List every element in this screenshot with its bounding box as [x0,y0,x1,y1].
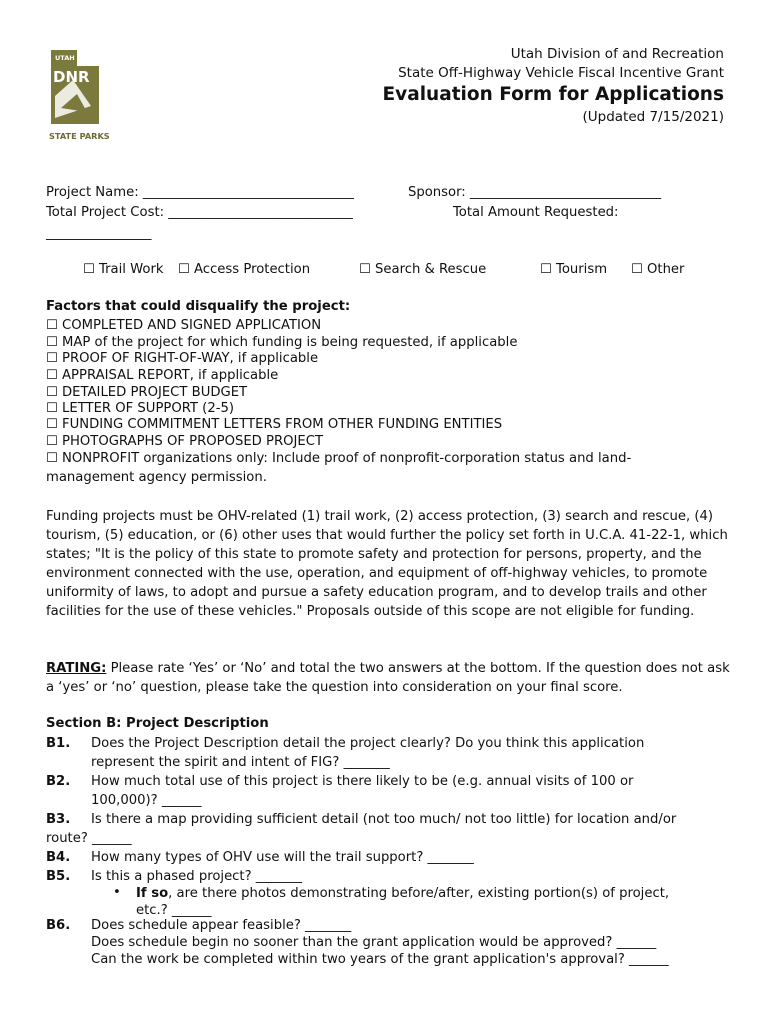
disqualify-item[interactable]: ☐ PROOF OF RIGHT-OF-WAY, if applicable [46,351,319,366]
section-b-heading: Section B: Project Description [46,716,269,731]
b1-question: Does the Project Description detail the project clearly? Do you think this application [91,736,645,751]
rating-label: RATING: [46,661,107,676]
disqualify-item[interactable]: ☐ COMPLETED AND SIGNED APPLICATION [46,318,322,333]
b6-question[interactable]: Does schedule appear feasible? _______ [91,918,352,933]
b5-bullet-bold: If so [136,886,169,901]
b6-question-2[interactable]: Does schedule begin no sooner than the grant application would be approved? ______ [91,935,657,950]
logo-state-parks-text: STATE PARKS [49,131,110,141]
rating-paragraph [46,659,736,697]
logo-utah-text: UTAH [55,54,75,62]
total-requested-field[interactable]: ________________ [46,226,152,241]
grant-name: State Off-Highway Vehicle Fiscal Incentive Grant [398,65,724,81]
disqualify-item-continued: management agency permission. [46,470,267,485]
utah-dnr-state-parks-logo [47,46,121,142]
b5-question[interactable]: Is this a phased project? _______ [91,869,302,884]
page-title: Evaluation Form for Applications [382,84,724,105]
b2-label: B2. [46,774,71,789]
b5-bullet-cont[interactable]: etc.? ______ [136,903,212,918]
checkbox-access-protection[interactable]: ☐ Access Protection [178,262,311,277]
b5-label: B5. [46,869,71,884]
b5-bullet-text: , are there photos demonstrating before/after, existing portion(s) of project, [168,886,670,901]
disqualify-item[interactable]: ☐ MAP of the project for which funding is being requested, if applicable [46,335,518,350]
disqualify-item[interactable]: ☐ DETAILED PROJECT BUDGET [46,385,248,400]
total-requested-label: Total Amount Requested: [453,205,619,220]
logo-dnr-text: DNR [53,68,90,86]
b2-question-cont[interactable]: 100,000)? ______ [91,793,202,808]
disqualify-item[interactable]: ☐ NONPROFIT organizations only: Include proof of nonprofit-corporation status and land- [46,451,632,466]
b2-question: How much total use of this project is there likely to be (e.g. annual visits of 100 or [91,774,634,789]
checkbox-tourism[interactable]: ☐ Tourism [540,262,608,277]
b6-question-3[interactable]: Can the work be completed within two years of the grant application's approval? ______ [91,952,669,967]
b4-question[interactable]: How many types of OHV use will the trail support? _______ [91,850,474,865]
total-cost-field[interactable]: Total Project Cost: ____________________________ [46,205,353,220]
checkbox-other[interactable]: ☐ Other [631,262,685,277]
logo-graphic [47,46,121,142]
funding-paragraph: Funding projects must be OHV-related (1) trail work, (2) access protection, (3) search and rescue, (4) tourism, (5) education, or (6) other uses that would further the policy set forth in U.C.A. 41-22-1, which states; "It is the policy of this state to promote safety and protection for persons, property, and the environment connected with the use, operation, and equipment of off-highway vehicles, to promote uniformity of laws, to adopt and pursue a safety education program, and to develop trails and other facilities for the use of these vehicles." Proposals outside of this scope are not eligible for funding. [46,509,728,619]
disqualify-item[interactable]: ☐ PHOTOGRAPHS OF PROPOSED PROJECT [46,434,324,449]
b5-bullet [136,886,669,901]
b6-label: B6. [46,918,71,933]
updated-date: (Updated 7/15/2021) [582,109,724,125]
b3-question-cont[interactable]: route? ______ [46,831,132,846]
project-name-field[interactable]: Project Name: ________________________________ [46,185,354,200]
disqualify-item[interactable]: ☐ APPRAISAL REPORT, if applicable [46,368,279,383]
agency-name: Utah Division of and Recreation [510,46,724,62]
disqualify-heading: Factors that could disqualify the project: [46,299,351,314]
b3-question: Is there a map providing sufficient detail (not too much/ not too little) for location and/or [91,812,677,827]
rating-text: Please rate ‘Yes’ or ‘No’ and total the two answers at the bottom. If the question does not ask a ‘yes’ or ‘no’ question, please take the question into consideration on your final score. [46,661,730,695]
b1-question-cont[interactable]: represent the spirit and intent of FIG? _______ [91,755,390,770]
checkbox-trail-work[interactable]: ☐ Trail Work [83,262,164,277]
b3-label: B3. [46,812,71,827]
b4-label: B4. [46,850,71,865]
b1-label: B1. [46,736,71,751]
sponsor-field[interactable]: Sponsor: _____________________________ [408,185,662,200]
disqualify-item[interactable]: ☐ LETTER OF SUPPORT (2-5) [46,401,235,416]
bullet-icon: • [113,885,121,900]
checkbox-search-rescue[interactable]: ☐ Search & Rescue [359,262,487,277]
disqualify-item[interactable]: ☐ FUNDING COMMITMENT LETTERS FROM OTHER FUNDING ENTITIES [46,417,503,432]
